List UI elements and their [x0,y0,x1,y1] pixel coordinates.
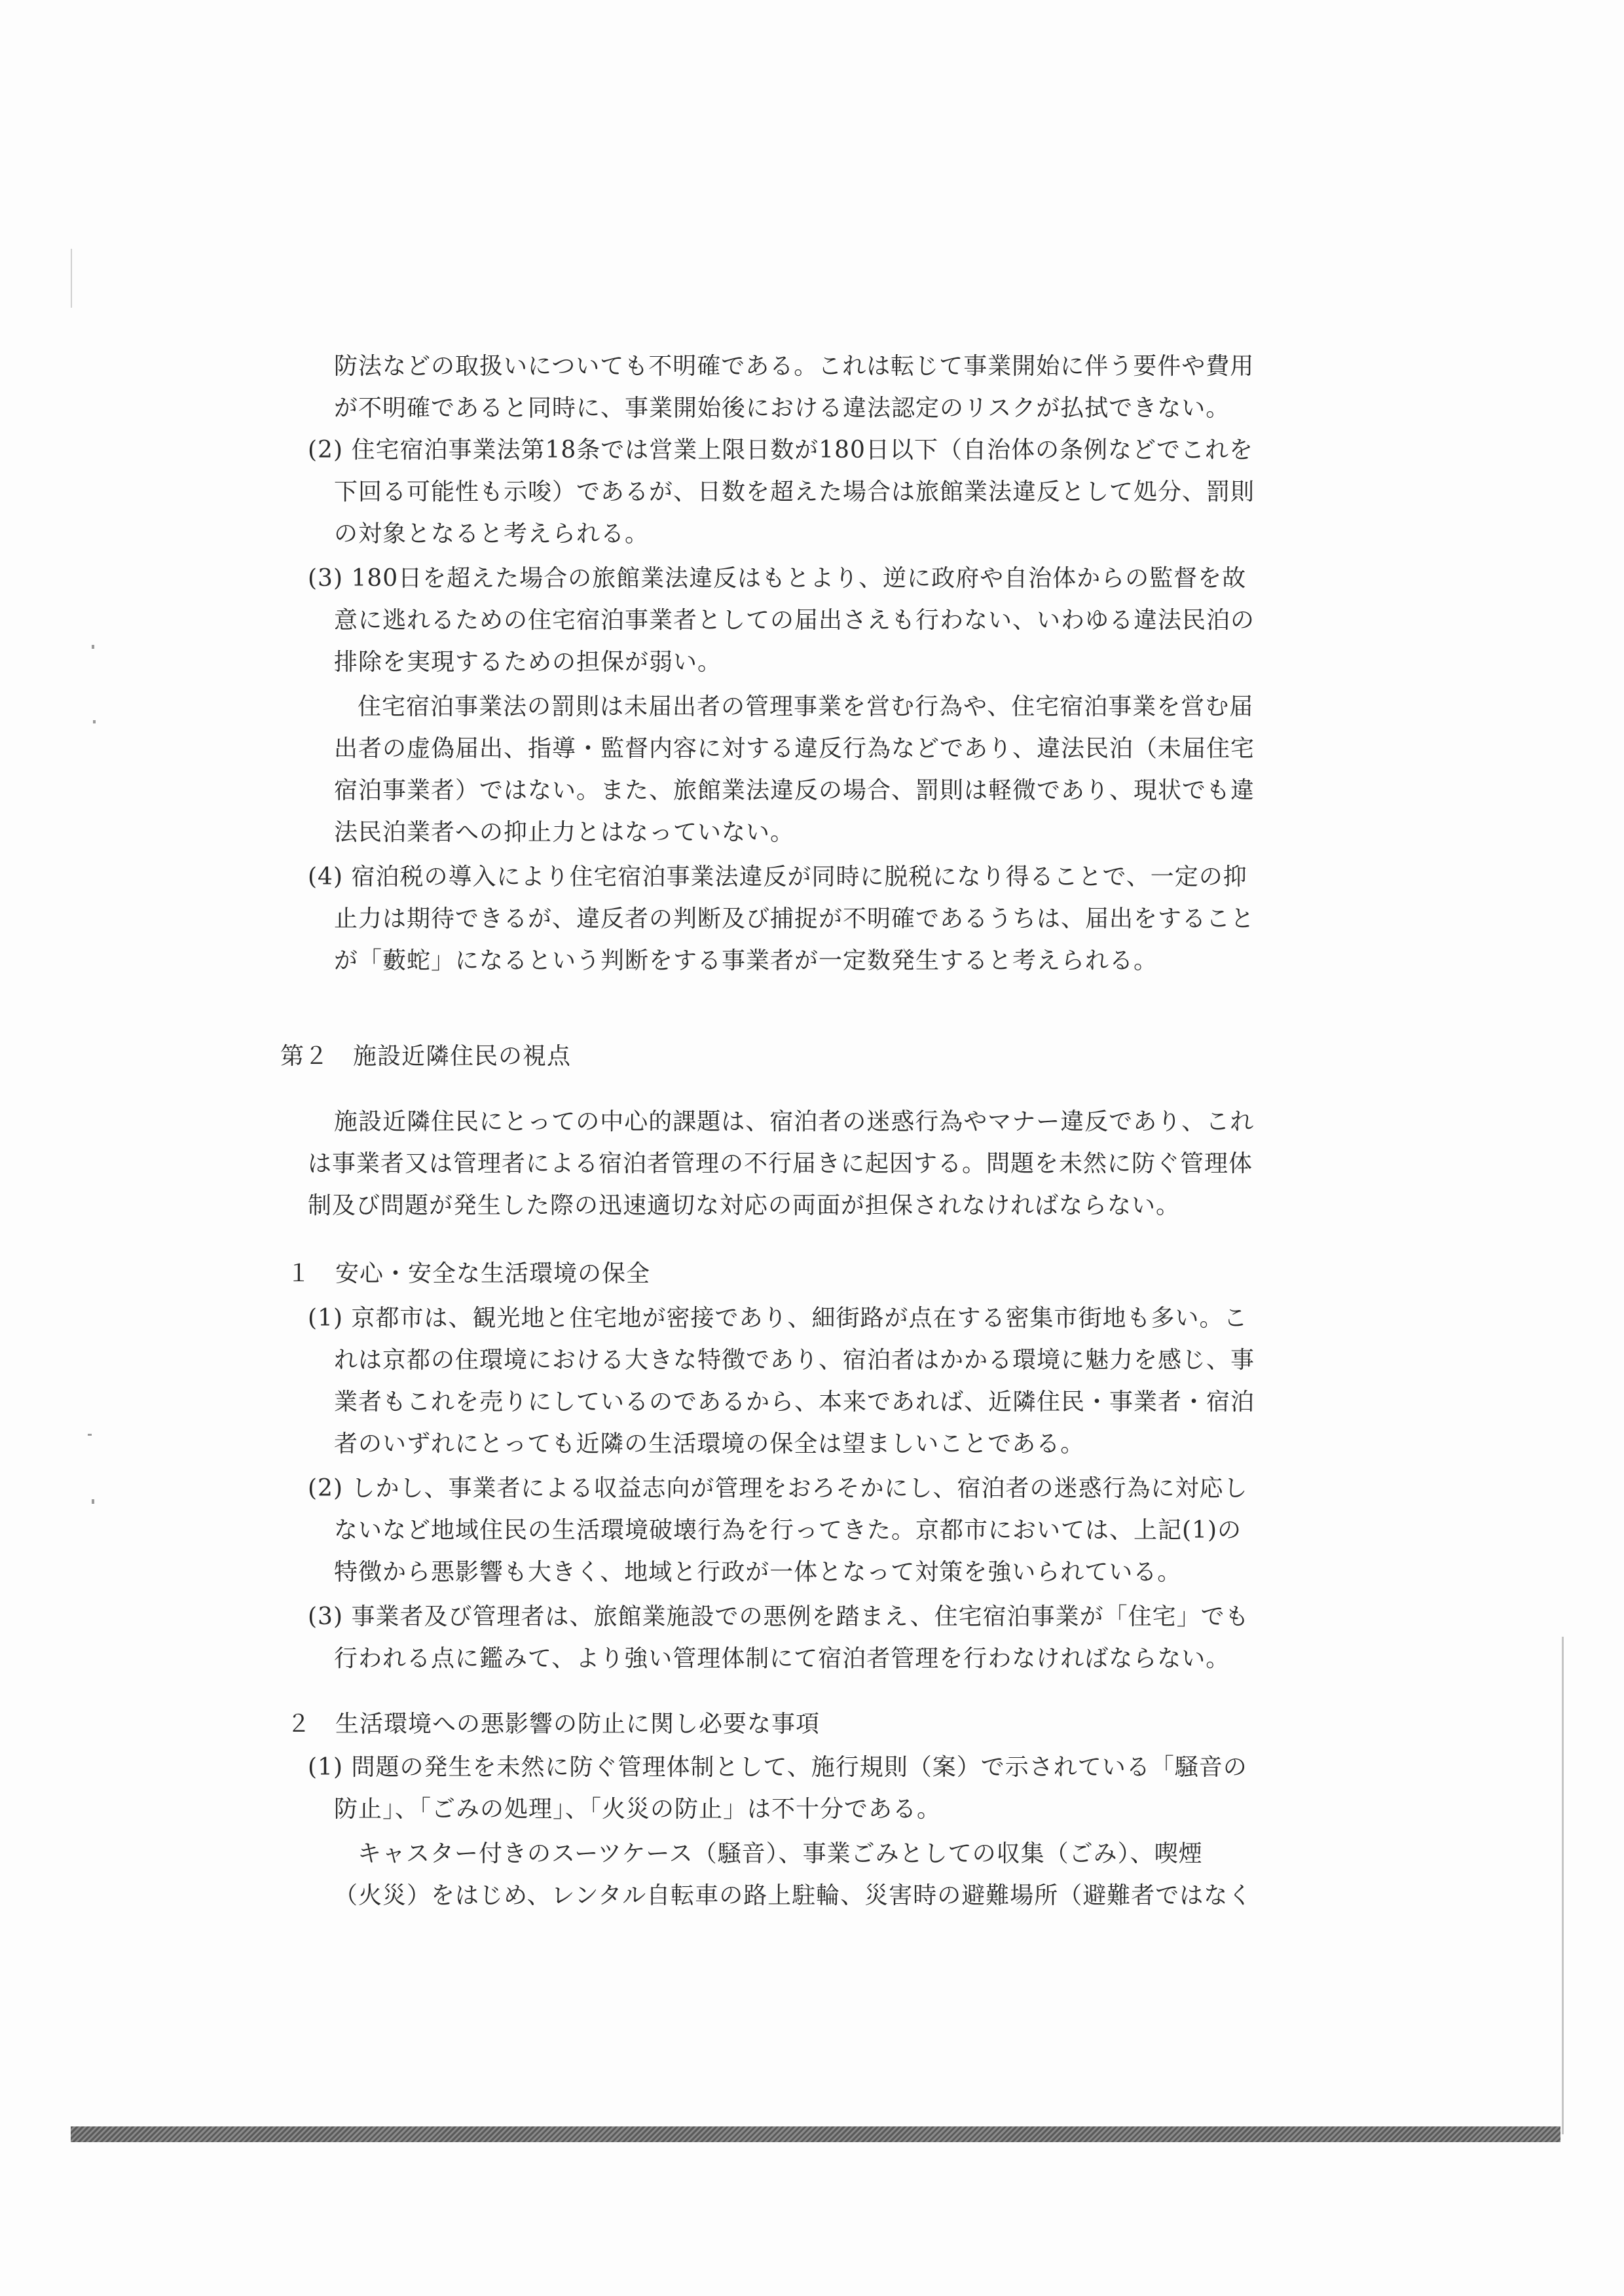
list-item-1-line: (1) 京都市は、観光地と住宅地が密接であり、細街路が点在する密集市街地も多い。こ [308,1305,1248,1332]
scan-speck [93,720,96,723]
body-text-line: 施設近隣住民にとっての中心的課題は、宿泊者の迷惑行為やマナー違反であり、これ [334,1108,1255,1135]
list-item-2-line: (2) 住宅宿泊事業法第18条では営業上限日数が180日以下（自治体の条例などでこれを [308,437,1253,464]
list-item-3-line: (3) 事業者及び管理者は、旅館業施設での悪例を踏まえ、住宅宿泊事業が「住宅」でも [308,1603,1249,1630]
list-item-3-line: (3) 180日を超えた場合の旅館業法違反はもとより、逆に政府や自治体からの監督を故 [308,565,1247,592]
body-text-line: 行われる点に鑑みて、より強い管理体制にて宿泊者管理を行わなければならない。 [334,1645,1230,1672]
body-text-line: 防法などの取扱いについても不明確である。これは転じて事業開始に伴う要件や費用 [334,353,1255,380]
subsection-heading: ２ 生活環境への悪影響の防止に関し必要な事項 [287,1711,821,1738]
body-text-line: 制及び問題が発生した際の迅速適切な対応の両面が担保されなければならない。 [308,1192,1181,1219]
body-text-line: が「藪蛇」になるという判断をする事業者が一定数発生すると考えられる。 [334,947,1158,974]
body-text-line: が不明確であると同時に、事業開始後における違法認定のリスクが払拭できない。 [334,395,1230,422]
subsection-heading: １ 安心・安全な生活環境の保全 [287,1260,651,1287]
list-item-4-line: (4) 宿泊税の導入により住宅宿泊事業法違反が同時に脱税になり得ることで、一定の抑 [308,864,1247,890]
body-text-line: 排除を実現するための担保が弱い。 [334,649,722,676]
list-item-1-line: (1) 問題の発生を未然に防ぐ管理体制として、施行規則（案）で示されている「騒音の [308,1754,1247,1781]
section-heading: 第２ 施設近隣住民の視点 [280,1043,572,1070]
scan-bottom-bar [71,2126,1560,2142]
body-text-line: 法民泊業者への抑止力とはなっていない。 [334,819,795,846]
body-text-line: 宿泊事業者）ではない。また、旅館業法違反の場合、罰則は軽微であり、現状でも違 [334,777,1255,804]
body-text-line: 止力は期待できるが、違反者の判断及び捕捉が不明確であるうちは、届出をすること [334,905,1255,932]
body-text-line: 意に逃れるための住宅宿泊事業者としての届出さえも行わない、いわゆる違法民泊の [334,607,1255,634]
body-text-line: 者のいずれにとっても近隣の生活環境の保全は望ましいことである。 [334,1430,1085,1457]
scan-speck [92,645,94,649]
body-text-line: 業者もこれを売りにしているのであるから、本来であれば、近隣住民・事業者・宿泊 [334,1389,1255,1415]
body-text-line: 特徴から悪影響も大きく、地域と行政が一体となって対策を強いられている。 [334,1559,1182,1586]
scan-edge-mark [1562,1637,1564,2134]
body-text-line: 防止」、「ごみの処理」、「火災の防止」は不十分である。 [334,1796,942,1823]
body-text-line: れは京都の住環境における大きな特徴であり、宿泊者はかかる環境に魅力を感じ、事 [334,1347,1255,1374]
body-text-line: の対象となると考えられる。 [334,520,650,547]
scan-speck [92,1499,94,1504]
body-text-line: 住宅宿泊事業法の罰則は未届出者の管理事業を営む行為や、住宅宿泊事業を営む届 [358,693,1254,720]
scan-edge-mark [71,249,72,308]
body-text-line: キャスター付きのスーツケース（騒音）、事業ごみとしての収集（ごみ）、喫煙 [358,1840,1203,1867]
list-item-2-line: (2) しかし、事業者による収益志向が管理をおろそかにし、宿泊者の迷惑行為に対応し [308,1475,1248,1502]
body-text-line: は事業者又は管理者による宿泊者管理の不行届きに起因する。問題を未然に防ぐ管理体 [308,1150,1253,1177]
body-text-line: 下回る可能性も示唆）であるが、日数を超えた場合は旅館業法違反として処分、罰則 [334,479,1255,505]
body-text-line: 出者の虚偽届出、指導・監督内容に対する違反行為などであり、違法民泊（未届住宅 [334,735,1255,762]
scan-speck [88,1434,92,1436]
body-text-line: ないなど地域住民の生活環境破壊行為を行ってきた。京都市においては、上記(1)の [334,1517,1242,1544]
body-text-line: （火災）をはじめ、レンタル自転車の路上駐輪、災害時の避難場所（避難者ではなく [334,1882,1253,1909]
